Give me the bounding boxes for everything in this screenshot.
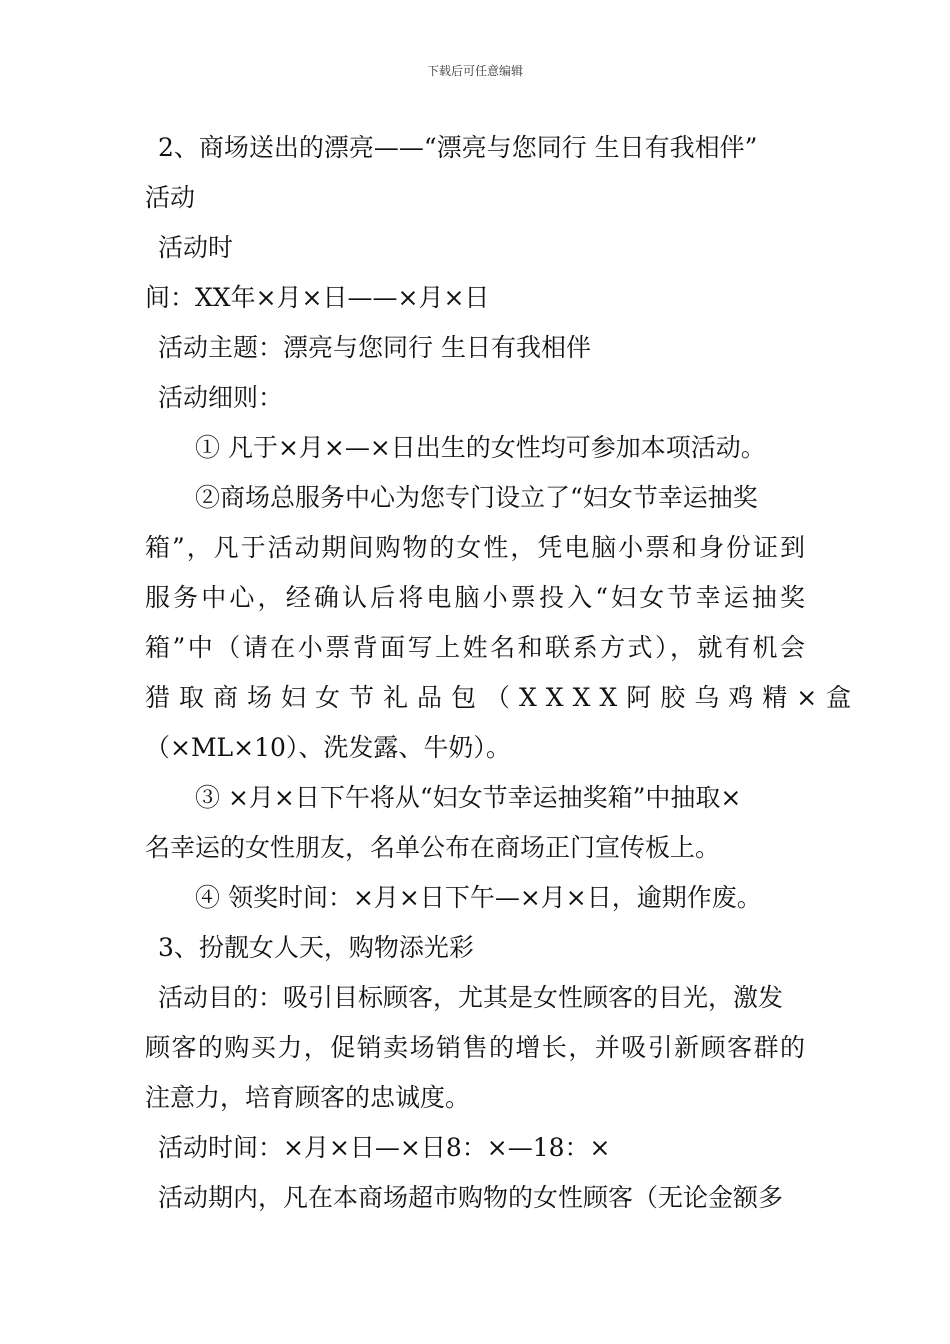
- activity-rules-label: 活动细则：: [158, 383, 284, 412]
- purpose-line-2: 顾客的购买力，促销卖场销售的增长，并吸引新顾客群的: [145, 1033, 805, 1062]
- activity-theme: 活动主题：漂亮与您同行 生日有我相伴: [158, 333, 591, 362]
- page-header: 下载后可任意编辑: [426, 64, 523, 78]
- purpose-line-3: 注意力，培育顾客的忠诚度。: [145, 1083, 471, 1112]
- section-2-title-cont: 活动: [145, 183, 196, 212]
- rule-3-line-2: 名幸运的女性朋友，名单公布在商场正门宣传板上。: [145, 833, 721, 862]
- activity-period-line: 活动期内，凡在本商场超市购物的女性顾客（无论金额多: [158, 1183, 784, 1212]
- rule-2-line-3: 服务中心，经确认后将电脑小票投入“妇女节幸运抽奖: [145, 583, 805, 612]
- rule-2-line-4: 箱”中（请在小票背面写上姓名和联系方式），就有机会: [145, 633, 805, 662]
- section-3-title: 3、扮靓女人天，购物添光彩: [158, 933, 474, 962]
- rule-4: ④ 领奖时间：×月×日下午—×月×日，逾期作废。: [195, 883, 762, 912]
- rule-2-line-6: （×ML×10）、洗发露、牛奶）。: [145, 733, 511, 762]
- activity-time-2: 活动时间：×月×日—×日8：×—18：×: [158, 1133, 611, 1162]
- rule-2-line-2: 箱”，凡于活动期间购物的女性，凭电脑小票和身份证到: [145, 533, 805, 562]
- activity-time-value: 间：XX年×月×日——×月×日: [145, 283, 490, 312]
- activity-time-label: 活动时: [158, 233, 234, 262]
- purpose-line-1: 活动目的：吸引目标顾客，尤其是女性顾客的目光，激发: [158, 983, 784, 1012]
- rule-3-line-1: ③ ×月×日下午将从“妇女节幸运抽奖箱”中抽取×: [195, 783, 742, 812]
- rule-2-line-5: 猎取商场妇女节礼品包（XXXX阿胶乌鸡精×盒: [145, 683, 861, 712]
- rule-1: ① 凡于×月×—×日出生的女性均可参加本项活动。: [195, 433, 766, 462]
- section-2-title: 2、商场送出的漂亮——“漂亮与您同行 生日有我相伴”: [158, 133, 758, 162]
- rule-2-line-1: ②商场总服务中心为您专门设立了“妇女节幸运抽奖: [195, 483, 758, 512]
